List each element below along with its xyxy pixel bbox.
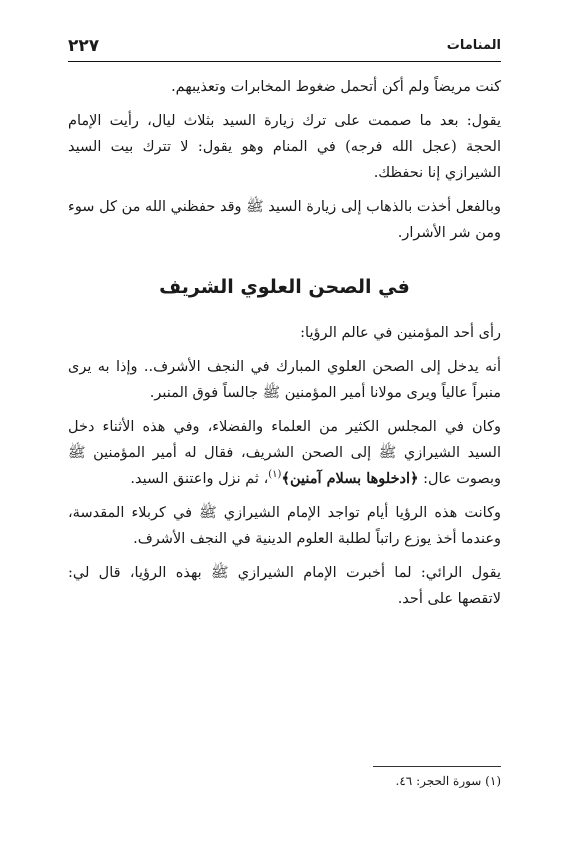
paragraph: وكانت هذه الرؤيا أيام تواجد الإمام الشيرازي ﷺ في كربلاء المقدسة، وعندما أخذ يوزع راتباً لطلبة العلوم الدينية في النجف الأشرف. [68, 505, 501, 547]
footnote-rule [373, 766, 501, 767]
quran-quote: ﴿ادخلوها بسلام آمنين﴾ [281, 470, 419, 487]
paragraph: وبالفعل أخذت بالذهاب إلى زيارة السيد ﷺ وقد حفظني الله من كل سوء ومن شر الأشرار. [68, 199, 501, 241]
paragraph [68, 414, 501, 492]
header-rule [68, 61, 501, 62]
footnote: (١) سورة الحجر: ٤٦. [395, 774, 501, 788]
footnote-reference: (١) [268, 469, 282, 481]
main-text [68, 74, 501, 620]
paragraph: يقول الرائي: لما أخبرت الإمام الشيرازي ﷺ بهذه الرؤيا، قال لي: لاتقصها على أحد. [68, 565, 501, 607]
paragraph-text: وكان في المجلس الكثير من العلماء والفضلاء، وفي هذه الأثناء دخل السيد الشيرازي ﷺ إلى الصحن الشريف، فقال له أمير المؤمنين ﷺ وبصوت عال: [68, 419, 501, 487]
paragraph-text: ، ثم نزل واعتنق السيد. [130, 471, 269, 487]
chapter-heading: في الصحن العلوي الشريف [159, 276, 410, 298]
paragraph: يقول: بعد ما صممت على ترك زيارة السيد بثلاث ليال، رأيت الإمام الحجة (عجل الله فرجه) في المنام وهو يقول: لا تترك بيت السيد الشيرازي إنا نحفظك. [68, 113, 501, 181]
paragraph: كنت مريضاً ولم أكن أتحمل ضغوط المخابرات وتعذيبهم. [171, 79, 501, 95]
paragraph: رأى أحد المؤمنين في عالم الرؤيا: [300, 325, 501, 341]
paragraph: أنه يدخل إلى الصحن العلوي المبارك في النجف الأشرف.. وإذا به يرى منبراً عالياً ويرى مولانا أمير المؤمنين ﷺ جالساً فوق المنبر. [68, 359, 501, 401]
running-head [68, 36, 501, 58]
page-number: ٢٢٧ [68, 36, 100, 56]
running-section-title: المنامات [446, 38, 501, 53]
